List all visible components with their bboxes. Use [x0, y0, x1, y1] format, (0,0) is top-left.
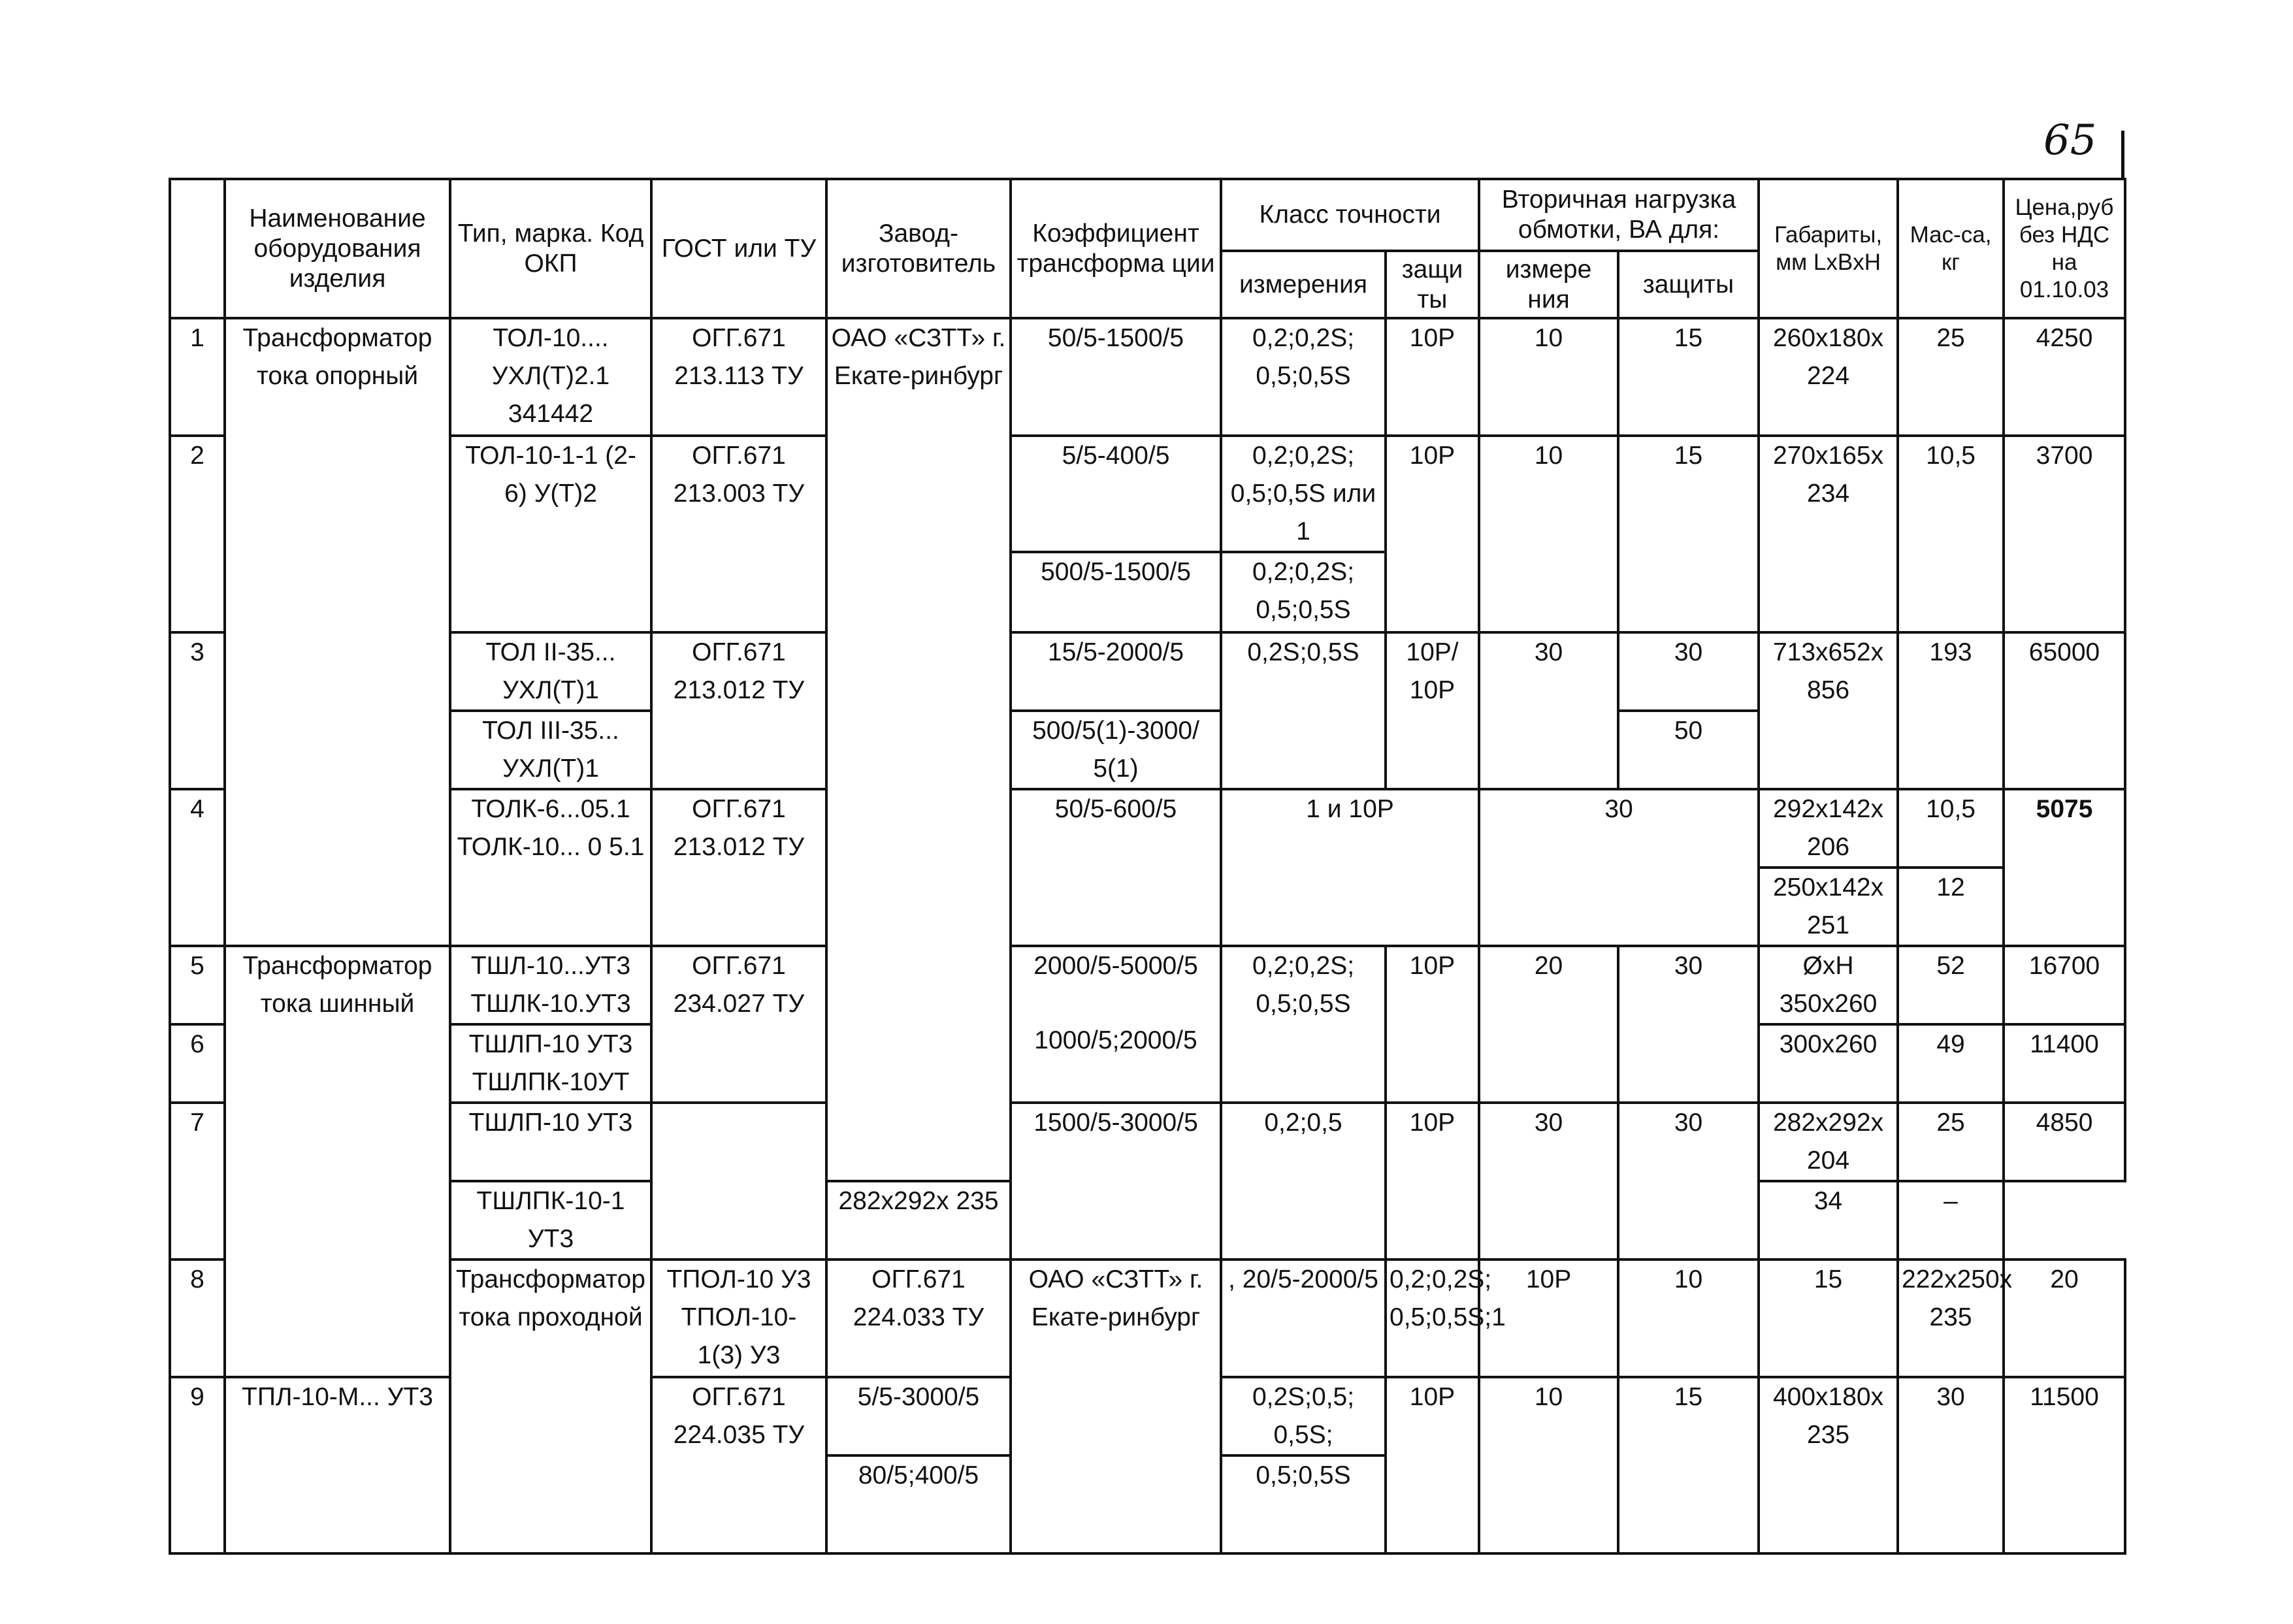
row-num: 1 [170, 318, 225, 436]
type-code: ТОЛ-10.... УХЛ(Т)2.1 341442 [450, 318, 651, 436]
mass: 25 [1898, 318, 2004, 436]
price: – [1898, 1181, 2004, 1259]
col-num-header [170, 179, 225, 318]
dimensions: 250x142x 251 [1759, 868, 1898, 946]
dimensions: 400x180x 235 [1759, 1377, 1898, 1553]
mass: 25 [1898, 1103, 2004, 1181]
ratio: 5/5-400/5 [1011, 436, 1221, 552]
col-gost-header: ГОСТ или ТУ [651, 179, 826, 318]
ratio: 15/5-2000/5 [1011, 632, 1221, 711]
table-row [170, 436, 2125, 552]
type-code: ТПЛ-10-М... УТ3 [225, 1377, 450, 1553]
col-price-header: Цена,руб без НДС на 01.10.03 [2004, 179, 2125, 318]
col-dims-header: Габариты, мм LxBxH [1759, 179, 1898, 318]
price: 11500 [2004, 1377, 2125, 1553]
type-code: ТОЛК-6...05.1 ТОЛК-10... 0 5.1 [450, 789, 651, 946]
price: 5075 [2004, 789, 2125, 946]
gost: ОГГ.671 213.012 ТУ [651, 789, 826, 946]
table-row [170, 1103, 2125, 1181]
ratio: 500/5(1)-3000/ 5(1) [1011, 711, 1221, 789]
ratio: 50/5-600/5 [1011, 789, 1221, 946]
accuracy-measurement: 0,2S;0,5S [1221, 632, 1386, 789]
col-type-header: Тип, марка. Код ОКП [450, 179, 651, 318]
mass: 20 [2004, 1259, 2125, 1377]
equipment-table [169, 178, 2126, 1555]
price: 65000 [2004, 632, 2125, 789]
mass: 52 [1898, 946, 2004, 1024]
mass: 30 [1898, 1377, 2004, 1553]
ratio: 5/5-3000/5 [826, 1377, 1011, 1455]
type-code [450, 1103, 651, 1181]
row-num: 4 [170, 789, 225, 946]
dimensions: 222x250x 235 [1898, 1259, 2004, 1377]
col-ratio-header: Коэффициент трансформа ции [1011, 179, 1221, 318]
price: 16700 [2004, 946, 2125, 1024]
accuracy-measurement: 0,5;0,5S [1221, 1455, 1386, 1553]
gost: ОГГ.671 213.113 ТУ [651, 318, 826, 436]
load-measurement: 30 [1479, 1103, 1618, 1259]
accuracy-measurement: 0,2;0,2S; 0,5;0,5S или 1 [1221, 436, 1386, 552]
load-protection: 15 [1618, 1377, 1759, 1553]
type-code-text: ТШЛП-10 УТ3 [468, 1109, 633, 1137]
accuracy-combined: 1 и 10Р [1221, 789, 1479, 946]
ratio: 50/5-1500/5 [1011, 318, 1221, 436]
load-measurement: 30 [1479, 632, 1618, 789]
load-protection: 30 [1618, 1103, 1759, 1259]
page-number: 65 [2043, 116, 2097, 165]
equipment-name: Трансформатор тока опорный [225, 318, 450, 946]
load-protection: 15 [1759, 1259, 1898, 1377]
dimensions: 282x292x 235 [826, 1181, 1011, 1259]
equipment-name: Трансформатор тока шинный [225, 946, 450, 1377]
accuracy-measurement: 0,2;0,2S; 0,5;0,5S [1221, 318, 1386, 436]
type-code: ТПОЛ-10 У3 ТПОЛ-10- 1(3) У3 [651, 1259, 826, 1377]
row-num: 5 [170, 946, 225, 1024]
mass: 10,5 [1898, 436, 2004, 632]
accuracy-measurement: 0,2;0,5 [1221, 1103, 1386, 1259]
manufacturer: ОАО «СЗТТ» г. Екате-ринбург [826, 318, 1011, 1181]
load-protection: 50 [1618, 711, 1759, 789]
dimensions: 300x260 [1759, 1024, 1898, 1103]
row-num: 3 [170, 632, 225, 789]
ratio: 1500/5-3000/5 [1011, 1103, 1221, 1259]
row-num: 9 [170, 1377, 225, 1553]
col-plant-header: Завод-изготовитель [826, 179, 1011, 318]
load-protection: 15 [1618, 436, 1759, 632]
type-code: ТШЛ-10...УТ3 ТШЛК-10.УТ3 [450, 946, 651, 1024]
ratio: 2000/5-5000/5 1000/5;2000/5 [1011, 946, 1221, 1103]
accuracy-measurement: 0,2;0,2S; 0,5;0,5S [1221, 946, 1386, 1103]
load-measurement: 10 [1479, 436, 1618, 632]
accuracy-protection: 10Р [1386, 1103, 1479, 1259]
manufacturer: ОАО «СЗТТ» г. Екате-ринбург [1011, 1259, 1221, 1553]
col-load-prot-header: защиты [1618, 251, 1759, 318]
accuracy-protection: 10Р/ 10Р [1386, 632, 1479, 789]
type-code: ТОЛ III-35... УХЛ(Т)1 [450, 711, 651, 789]
dimensions: 270x165x 234 [1759, 436, 1898, 632]
ratio-secondary: 1000/5;2000/5 [1034, 1026, 1197, 1054]
type-code: ТОЛ-10-1-1 (2-6) У(Т)2 [450, 436, 651, 632]
type-code: ТШЛПК-10-1 УТ3 [450, 1181, 651, 1259]
accuracy-protection: 10Р [1386, 436, 1479, 632]
dimensions: 713x652x 856 [1759, 632, 1898, 789]
load-combined: 30 [1479, 789, 1759, 946]
ratio: 80/5;400/5 [826, 1455, 1011, 1553]
accuracy-protection: 10Р [1386, 1377, 1479, 1553]
row-num: 8 [170, 1259, 225, 1377]
accuracy-measurement: 0,2;0,2S; 0,5;0,5S;1 [1386, 1259, 1479, 1377]
gost: ОГГ.671 224.033 ТУ [826, 1259, 1011, 1377]
table-row [170, 946, 2125, 1024]
col-mass-header: Мас-са, кг [1898, 179, 2004, 318]
gost: ОГГ.671 213.012 ТУ [651, 632, 826, 789]
load-protection: 15 [1618, 318, 1759, 436]
load-measurement: 10 [1618, 1259, 1759, 1377]
type-code: ТОЛ II-35... УХЛ(Т)1 [450, 632, 651, 711]
table-row [170, 318, 2125, 436]
price: 11400 [2004, 1024, 2125, 1103]
load-protection: 30 [1618, 946, 1759, 1103]
table-row [170, 632, 2125, 711]
accuracy-measurement: 0,2S;0,5; 0,5S; [1221, 1377, 1386, 1455]
table-row [170, 1259, 2125, 1377]
load-measurement: 10 [1479, 1377, 1618, 1553]
gost [651, 1103, 826, 1259]
price: 4250 [2004, 318, 2125, 436]
ratio: 500/5-1500/5 [1011, 552, 1221, 632]
mass: 10,5 [1898, 789, 2004, 868]
dimensions: ØxH 350x260 [1759, 946, 1898, 1024]
ratio: , 20/5-2000/5 [1221, 1259, 1386, 1377]
col-name-header: Наименование оборудования изделия [225, 179, 450, 318]
load-measurement: 20 [1479, 946, 1618, 1103]
gost: ОГГ.671 234.027 ТУ [651, 946, 826, 1103]
type-code: ТШЛП-10 УТ3 ТШЛПК-10УТ [450, 1024, 651, 1103]
accuracy-protection: 10Р [1386, 318, 1479, 436]
price: 4850 [2004, 1103, 2125, 1181]
accuracy-protection: 10Р [1386, 946, 1479, 1103]
header-row-1 [170, 179, 2125, 251]
row-num: 7 [170, 1103, 225, 1259]
table-row [170, 789, 2125, 868]
mass: 193 [1898, 632, 2004, 789]
row-num: 2 [170, 436, 225, 632]
mass: 12 [1898, 868, 2004, 946]
load-protection: 30 [1618, 632, 1759, 711]
col-load-header: Вторичная нагрузка обмотки, ВА для: [1479, 179, 1759, 251]
mass: 34 [1759, 1181, 1898, 1259]
dimensions: 260x180x 224 [1759, 318, 1898, 436]
gost: ОГГ.671 224.035 ТУ [651, 1377, 826, 1553]
col-load-meas-header: измере ния [1479, 251, 1618, 318]
margin-line [2121, 131, 2124, 180]
col-acc-meas-header: измерения [1221, 251, 1386, 318]
col-accuracy-header: Класс точности [1221, 179, 1479, 251]
price: 3700 [2004, 436, 2125, 632]
dimensions: 282x292x 204 [1759, 1103, 1898, 1181]
accuracy-measurement: 0,2;0,2S; 0,5;0,5S [1221, 552, 1386, 632]
equipment-name: Трансформатор тока проходной [450, 1259, 651, 1553]
load-measurement: 10 [1479, 318, 1618, 436]
row-num: 6 [170, 1024, 225, 1103]
mass: 49 [1898, 1024, 2004, 1103]
gost: ОГГ.671 213.003 ТУ [651, 436, 826, 632]
dimensions: 292x142x 206 [1759, 789, 1898, 868]
accuracy-protection: 10Р [1479, 1259, 1618, 1377]
col-acc-prot-header: защи ты [1386, 251, 1479, 318]
